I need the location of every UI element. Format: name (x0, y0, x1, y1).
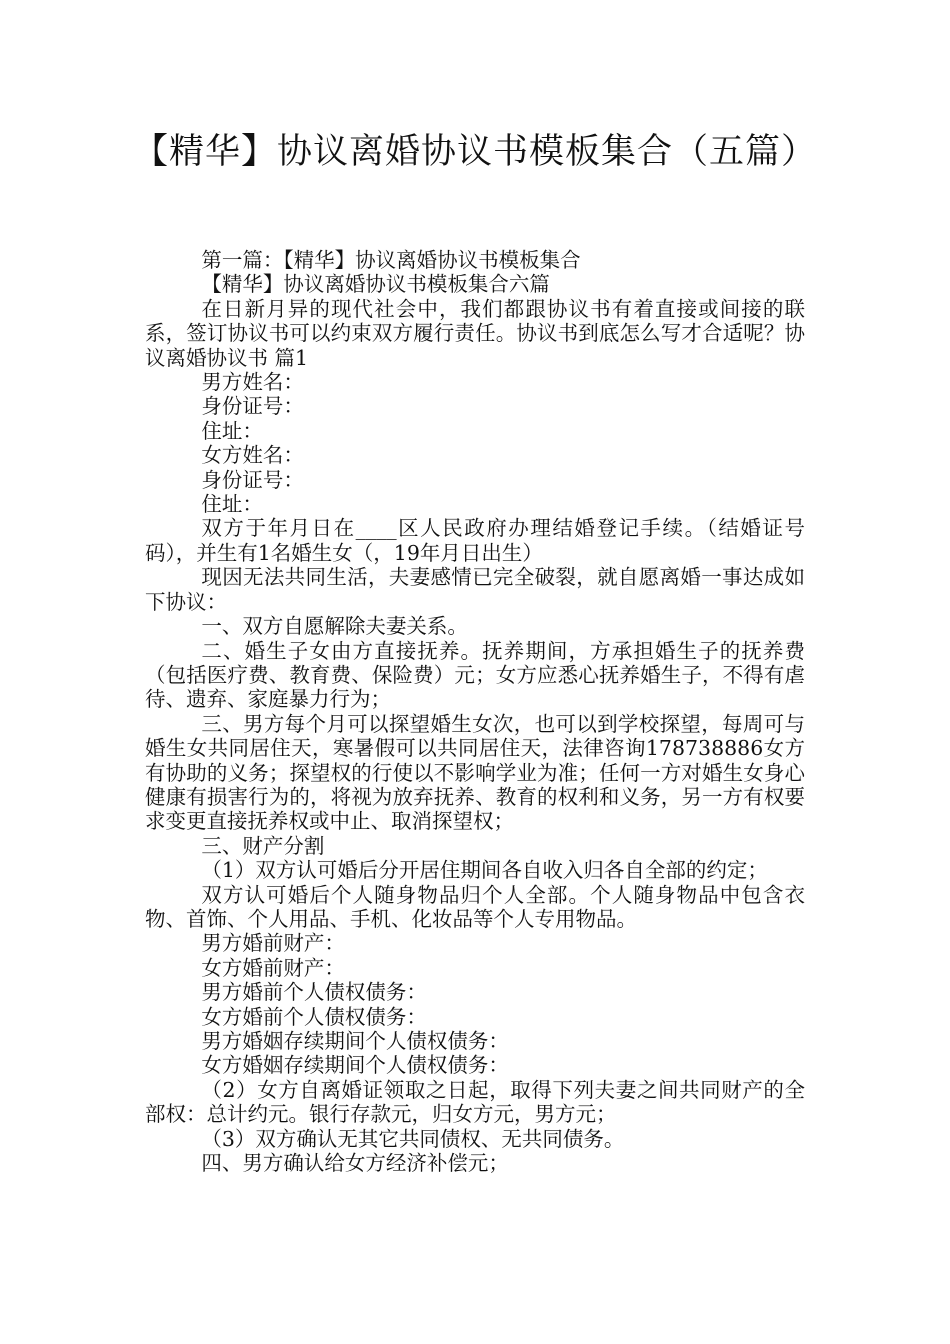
paragraph-divorce-reason: 现因无法共同生活，夫妻感情已完全破裂，就自愿离婚一事达成如下协议： (145, 565, 805, 614)
field-female-name: 女方姓名： (201, 443, 304, 468)
field-male-marital-debts: 男方婚姻存续期间个人债权债务： (201, 1029, 509, 1053)
paragraph-marriage-registration: 双方于年月日在____区人民政府办理结婚登记手续。（结婚证号码），并生有1名婚生女（，19年月日出生） (145, 516, 805, 565)
clause-two-custody: 二、婚生子女由方直接抚养。抚养期间，方承担婚生子的抚养费（包括医疗费、教育费、保险费）元；女方应悉心抚养婚生子，不得有虐待、遗弃、家庭暴力行为； (145, 638, 805, 712)
field-male-id: 身份证号： (201, 394, 304, 419)
field-male-premarital-property: 男方婚前财产： (201, 931, 345, 956)
field-female-address: 住址： (201, 492, 263, 517)
property-item-1: （1）双方认可婚后分开居住期间各自收入归各自全部的约定； (201, 858, 768, 883)
property-item-2: （2）女方自离婚证领取之日起，取得下列夫妻之间共同财产的全部权：总计约元。银行存款元，归女方元，男方元； (145, 1077, 805, 1127)
document-title: 【精华】协议离婚协议书模板集合（五篇） (132, 132, 817, 172)
clause-three-property-heading: 三、财产分割 (201, 833, 325, 858)
clause-one: 一、双方自愿解除夫妻关系。 (201, 614, 468, 639)
property-item-3: （3）双方确认无其它共同债权、无共同债务。 (201, 1126, 625, 1151)
document-body (145, 248, 805, 1175)
clause-four-compensation: 四、男方确认给女方经济补偿元； (201, 1151, 509, 1176)
field-female-premarital-debts: 女方婚前个人债权债务： (201, 1004, 427, 1029)
clause-three-visitation: 三、男方每个月可以探望婚生女次，也可以到学校探望，每周可与婚生女共同居住天，寒暑假可以共同居住天，法律咨询178738886女方有协助的义务；探望权的行使以不影响学业为准；任何一方对婚生女身心健康有损害行为的，将视为放弃抚养、教育的权利和义务，另一方有权要求变更直接抚养权或中止、取消探望权； (145, 711, 805, 834)
paragraph-part-one-heading: 第一篇：【精华】协议离婚协议书模板集合 (201, 248, 581, 272)
field-female-id: 身份证号： (201, 467, 304, 492)
field-male-address: 住址： (201, 418, 263, 443)
paragraph-intro: 在日新月异的现代社会中，我们都跟协议书有着直接或间接的联系，签订协议书可以约束双方履行责任。协议书到底怎么写才合适呢？协议离婚协议书 篇1 (145, 296, 805, 370)
property-personal-items: 双方认可婚后个人随身物品归个人全部。个人随身物品中包含衣物、首饰、个人用品、手机、化妆品等个人专用物品。 (145, 882, 805, 931)
field-male-premarital-debts: 男方婚前个人债权债务： (201, 980, 427, 1005)
field-female-marital-debts: 女方婚姻存续期间个人债权债务： (201, 1053, 509, 1078)
field-male-name: 男方姓名： (201, 370, 304, 395)
field-female-premarital-property: 女方婚前财产： (201, 955, 345, 980)
paragraph-subtitle: 【精华】协议离婚协议书模板集合六篇 (201, 272, 550, 297)
